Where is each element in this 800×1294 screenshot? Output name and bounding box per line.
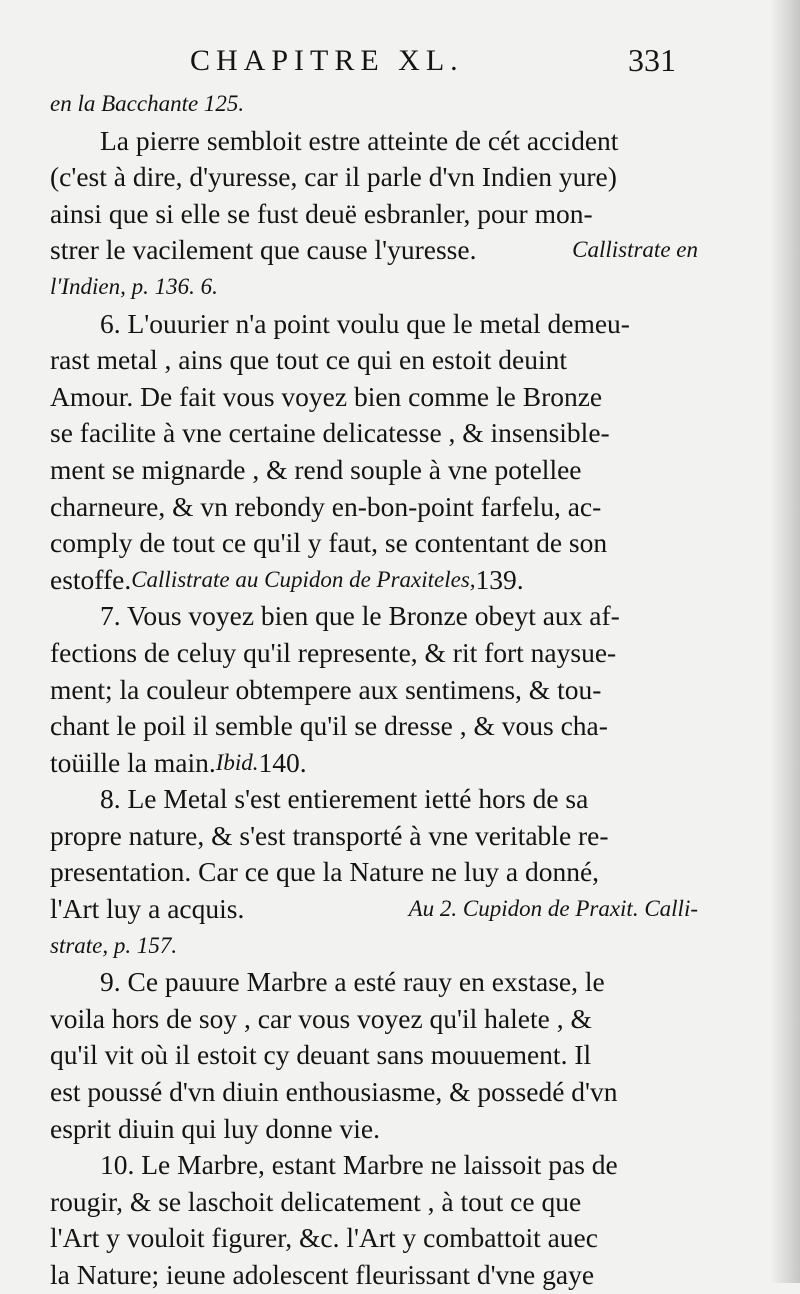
text-line: l'Art y vouloit figurer, &c. l'Art y combattoit auec [50, 1222, 598, 1254]
text-line: 6. L'ouurier n'a point voulu que le metal demeu- [100, 307, 630, 339]
text-line: rougir, & se laschoit delicatement , à tout ce que [50, 1185, 582, 1217]
text-line: fections de celuy qu'il represente, & rit fort naysue- [50, 636, 617, 668]
text-line: qu'il vit où il estoit cy deuant sans mouuement. Il [50, 1039, 592, 1071]
text-line: rast metal , ains que tout ce qui en estoit deuint [50, 344, 568, 376]
text-line: voila hors de soy , car vous voyez qu'il halete , & [50, 1002, 592, 1034]
text-line: se facilite à vne certaine delicatesse , & insensible- [50, 417, 610, 449]
text-line: la Nature; ieune adolescent fleurissant d'vne gaye [50, 1259, 595, 1290]
text-line: ainsi que si elle se fust deuë esbranler, pour mon- [50, 197, 593, 229]
page-edge-shadow [770, 0, 800, 1283]
text-line: strate, p. 157. [50, 932, 178, 958]
text-line: est poussé d'vn diuin enthousiasme, & possedé d'vn [50, 1076, 618, 1108]
text-line: chant le poil il semble qu'il se dresse , & vous cha- [50, 710, 608, 742]
text-line: estoffe. Callistrate au Cupidon de Praxiteles, 139. [50, 563, 524, 595]
text-line: 9. Ce pauure Marbre a esté rauy en exstase, le [100, 966, 605, 998]
page-number: 331 [628, 42, 676, 78]
text-line: (c'est à dire, d'yuresse, car il parle d'vn Indien yure) [50, 161, 617, 193]
running-title: CHAPITRE XL. [190, 44, 464, 77]
text-line: 7. Vous voyez bien que le Bronze obeyt aux af- [100, 600, 620, 632]
page-body [50, 86, 698, 1294]
text-line: esprit diuin qui luy donne vie. [50, 1112, 380, 1144]
text-line: comply de tout ce qu'il y faut, se contentant de son [50, 527, 608, 559]
text-line: toüille la main. Ibid. 140. [50, 746, 307, 778]
text-line: ment se mignarde , & rend souple à vne potellee [50, 453, 582, 485]
text-line: charneure, & vn rebondy en-bon-point farfelu, ac- [50, 490, 602, 522]
text-line: ment; la couleur obtempere aux sentimens, & tou- [50, 673, 602, 705]
text-line: 10. Le Marbre, estant Marbre ne laissoit pas de [100, 1149, 618, 1181]
text-line: strer le vacilement que cause l'yuresse. Callistrate en [50, 234, 698, 266]
text-line: propre nature, & s'est transporté à vne veritable re- [50, 819, 609, 851]
text-line: en la Bacchante 125. [50, 91, 245, 116]
text-line: presentation. Car ce que la Nature ne luy a donné, [50, 856, 600, 888]
text-line: La pierre sembloit estre atteinte de cét accident [100, 124, 619, 156]
text-line: l'Indien, p. 136. 6. [50, 273, 218, 299]
text-line: 8. Le Metal s'est entierement ietté hors de sa [100, 783, 589, 815]
text-line: Amour. De fait vous voyez bien comme le Bronze [50, 380, 603, 412]
page-header [0, 38, 800, 88]
text-line: l'Art luy a acquis. Au 2. Cupidon de Praxit. Calli- [50, 893, 698, 925]
